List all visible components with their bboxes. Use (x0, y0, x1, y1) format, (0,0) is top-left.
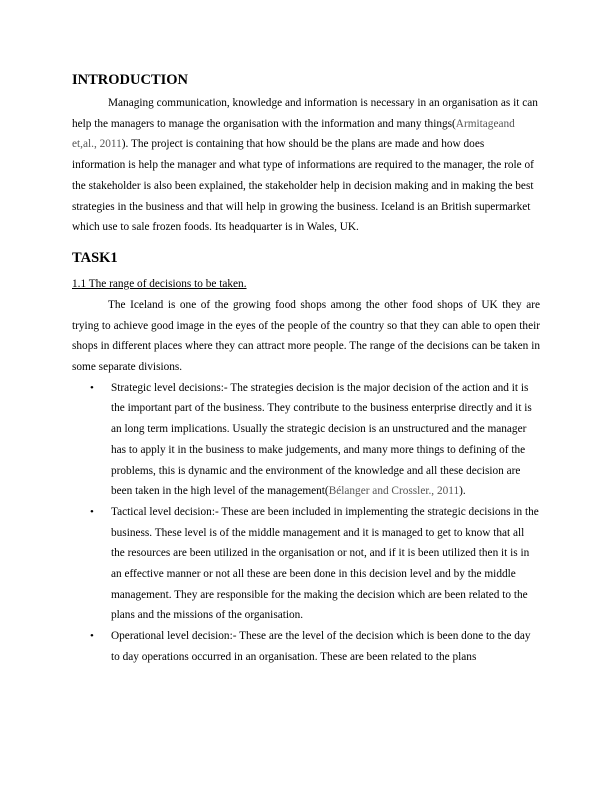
section-1-1-subheading: 1.1 The range of decisions to be taken. (72, 277, 247, 290)
task1-paragraph: The Iceland is one of the growing food shops among the other food shops of UK they are trying to achieve good image in the eyes of the people of the country so that they can able to open their shops in different places where they can attract more people. The range of the decisions can be taken in some separate divisions. (72, 298, 540, 374)
page-content (72, 72, 540, 668)
list-item-tactical (72, 502, 540, 626)
list-item-text: Tactical level decision:- These are been included in implementing the strategic decisions in the business. These level is of the middle management and it is managed to get to know that all the resources are been utilized in the organisation or not, and if it is been utilized then it is in an effective manner or not all these are been done in this decision level and by the middle management. They are responsible for the making the decision which are been related to the plans and the missions of the organisation. (111, 505, 539, 622)
bullet-icon: • (90, 630, 94, 643)
intro-citation: Armitageand et,al., 2011 (72, 117, 515, 151)
list-item-strategic (72, 378, 540, 502)
intro-text-part-1: Managing communication, knowledge and information is necessary in an organisation as it can help the managers to manage the organisation with the information and many things( (72, 97, 538, 130)
intro-text-part-2: ). The project is containing that how should be the plans are made and how does information is help the manager and what type of informations are required to the manager, the role of the stakeholder is also been explained, the stakeholder help in decision making and in making the best strategies in the business and that will help in growing the business. Iceland is an British supermarket which use to sale frozen foods. Its headquarter is in Wales, UK. (72, 138, 534, 234)
list-item-text-end: ). (459, 485, 466, 498)
list-item-operational (72, 626, 540, 667)
bullet-icon: • (90, 381, 94, 394)
introduction-paragraph (72, 93, 540, 238)
decision-levels-list (72, 378, 540, 668)
task1-heading: TASK1 (72, 249, 118, 266)
introduction-heading: INTRODUCTION (72, 72, 189, 88)
list-item-text: Operational level decision:- These are the level of the decision which is been done to the day to day operations occurred in an organisation. These are been related to the plans (111, 630, 531, 663)
list-item-text: Strategic level decisions:- The strategies decision is the major decision of the action and it is the important part of the business. They contribute to the business enterprise directly and it is an long term implications. Usually the strategic decision is an unstructured and the manager has to apply it in the business to make judgements, and many more things to defining of the problems, this is dynamic and the environment of the knowledge and all these decision are been taken in the high level of the management( (111, 381, 532, 498)
list-item-citation: Bélanger and Crossler., 2011 (328, 485, 460, 498)
bullet-icon: • (90, 505, 94, 518)
